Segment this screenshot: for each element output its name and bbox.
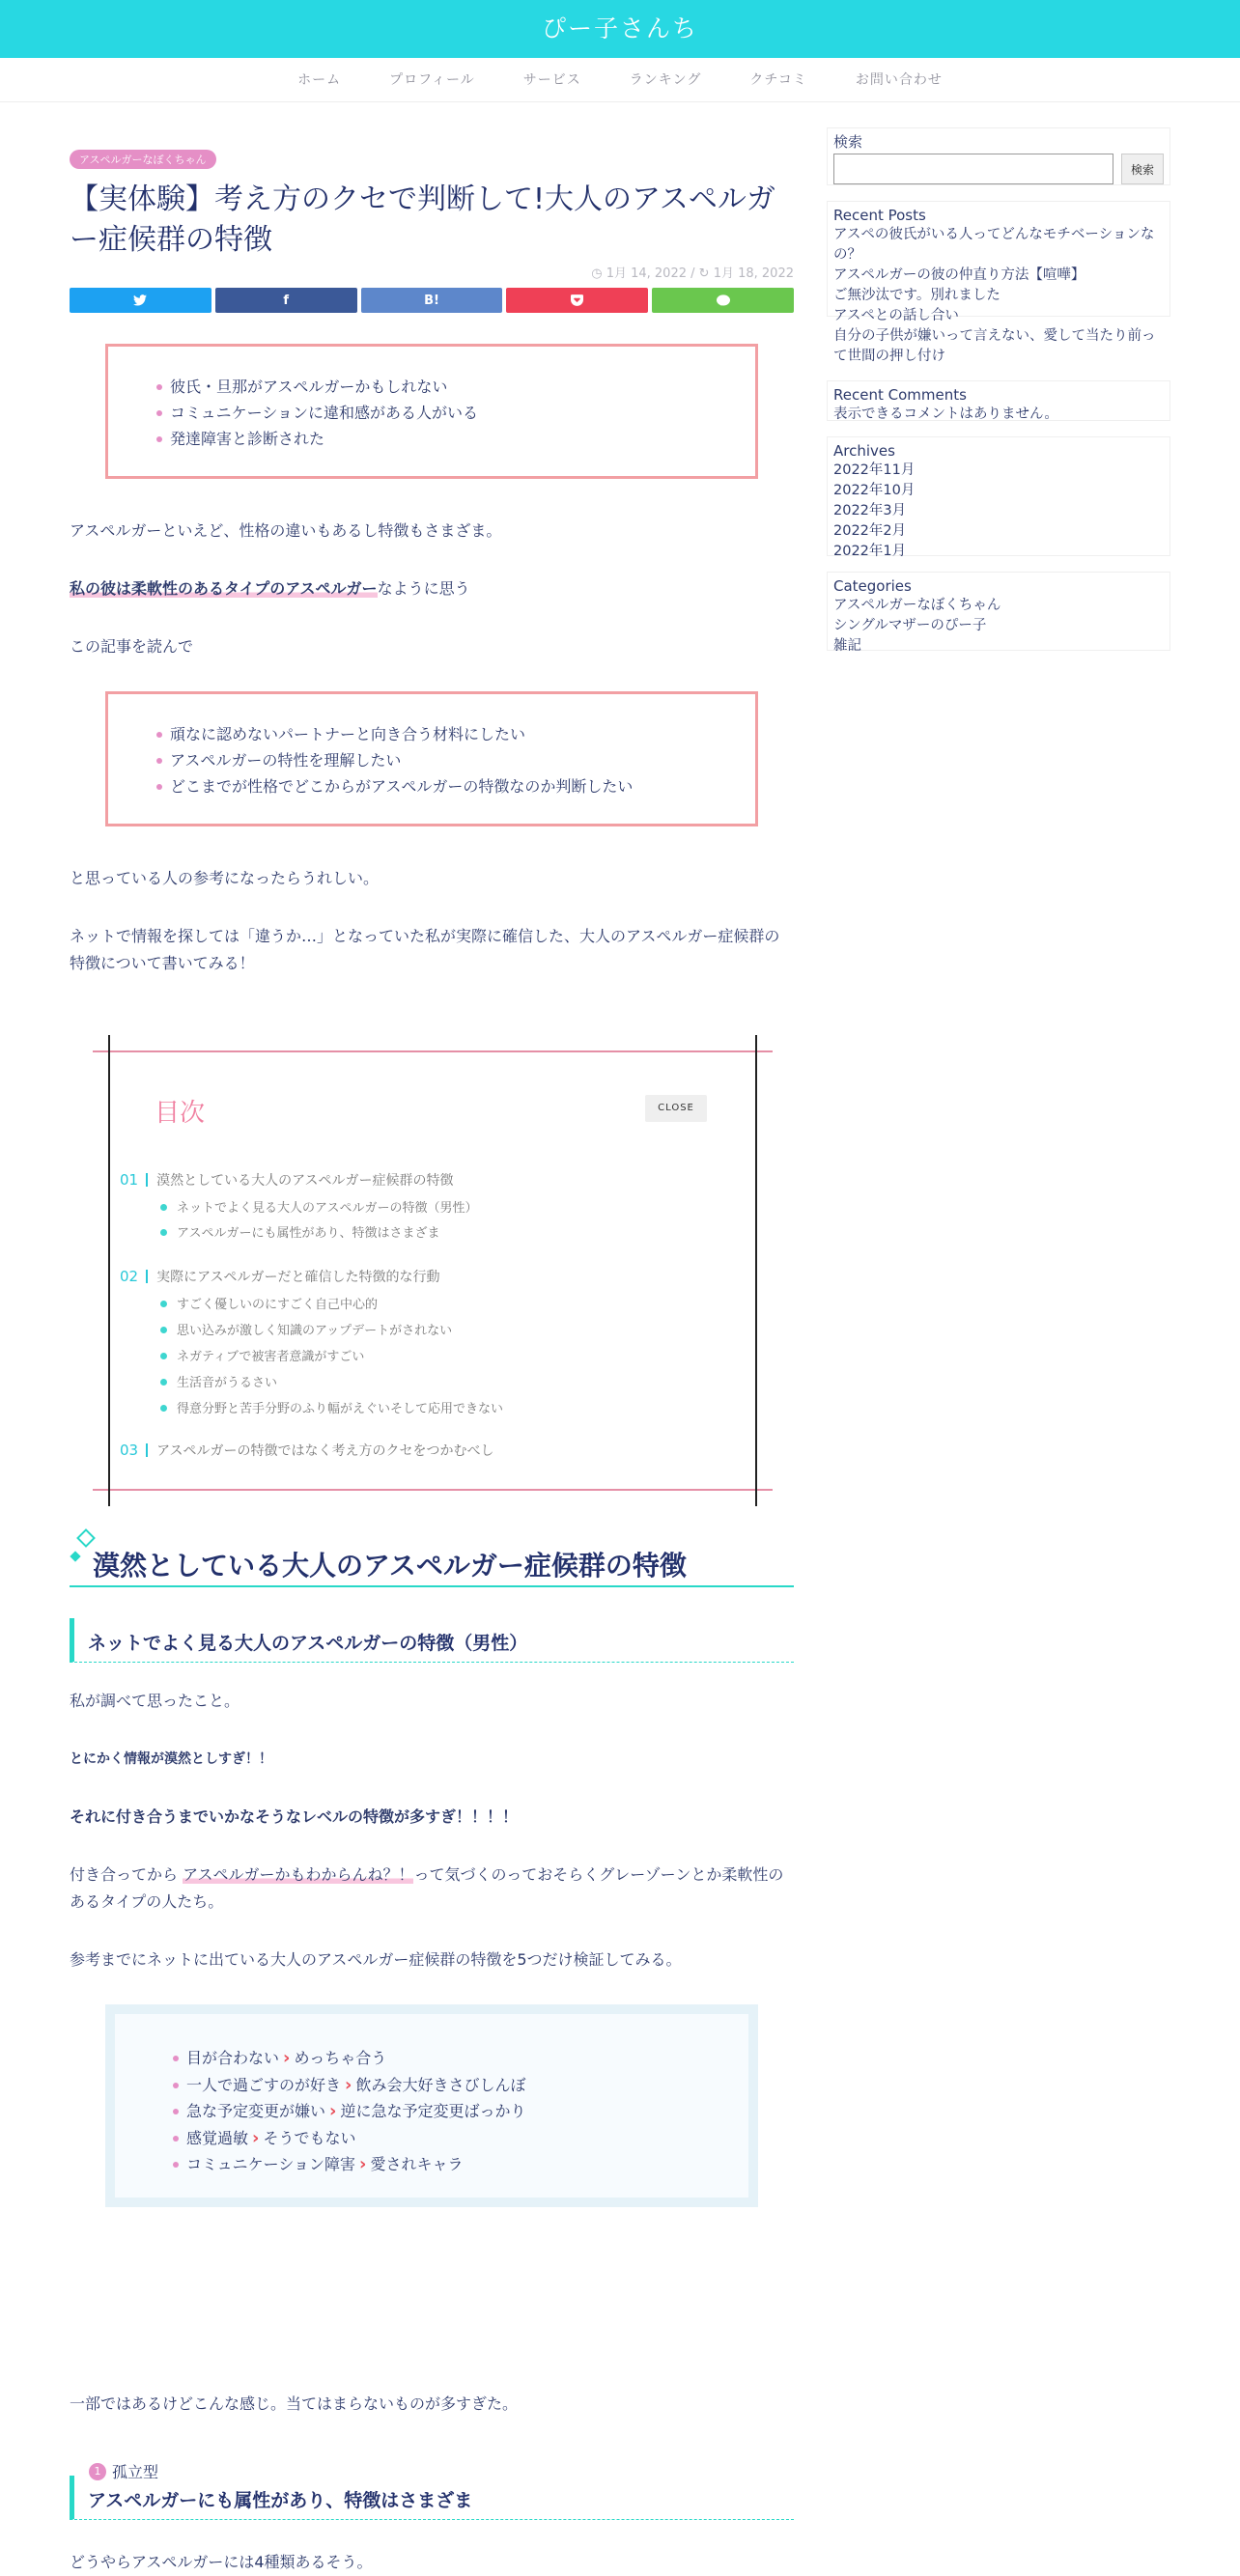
divider [108, 1035, 110, 1506]
toc-link[interactable]: 漠然としている大人のアスペルガー症候群の特徴 [156, 1173, 454, 1189]
hatena-icon: B! [424, 293, 439, 308]
toc-number: 02 [120, 1270, 148, 1283]
list-item: 頑なに認めないパートナーと向き合う材料にしたい [156, 721, 755, 747]
toc-subitem[interactable]: ネガティブで被害者意識がすごい [160, 1346, 364, 1364]
widget-title: Recent Comments [833, 386, 967, 404]
widget-title: Archives [833, 442, 895, 460]
paragraph-text: って気づくのっておそらくグレーゾーンとか柔軟性のあるタイプの人たち。 [70, 1865, 784, 1911]
subsection-heading [70, 2476, 794, 2520]
toc-title: 目次 [155, 1099, 206, 1128]
paragraph: どうやらアスペルガーには4種類あるそう。 [70, 2553, 373, 2571]
recent-post-link[interactable]: 自分の子供が嫌いって言えない、愛して当たり前って世間の押し付け [833, 328, 1156, 364]
list-item-claim: 感覚過敏 [186, 2128, 249, 2147]
global-nav [0, 58, 1240, 102]
widget-title: Categories [833, 577, 912, 595]
facebook-icon: f [283, 293, 290, 308]
archive-link[interactable]: 2022年10月 [833, 483, 916, 498]
list-item-reality: そうでもない [263, 2128, 356, 2147]
share-line-button[interactable] [652, 288, 794, 313]
list-item: アスペルガーの特性を理解したい [156, 747, 755, 773]
nav-item-reviews[interactable]: クチコミ [749, 72, 807, 88]
list-item-claim: コミュニケーション障害 [186, 2155, 356, 2173]
list-item-claim: 一人で過ごすのが好き [186, 2075, 342, 2094]
toc-subitem[interactable]: アスペルガーにも属性があり、特徴はさまざま [160, 1222, 439, 1241]
highlight-text: 私の彼は柔軟性のあるタイプのアスペルガー [70, 579, 378, 598]
share-buttons [70, 288, 794, 313]
list-item [173, 2045, 748, 2072]
paragraph-text: 付き合ってから [70, 1865, 183, 1884]
paragraph: と思っている人の参考になったらうれしい。 [70, 869, 380, 887]
section-heading-text: 漠然としている大人のアスペルガー症候群の特徴 [93, 1550, 687, 1582]
table-of-contents [108, 1035, 757, 1506]
clock-icon: ◷ [591, 266, 603, 281]
toc-number: 01 [120, 1173, 148, 1187]
list-item-reality: 逆に急な予定変更ばっかり [340, 2102, 526, 2120]
toc-item[interactable] [120, 1441, 494, 1460]
page-title: 【実体験】考え方のクセで判断して!大人のアスペルガー症候群の特徴 [70, 182, 775, 257]
list-item: コミュニケーションに違和感がある人がいる [156, 400, 755, 426]
category-link[interactable]: 雑記 [833, 638, 861, 654]
toc-link[interactable]: 実際にアスペルガーだと確信した特徴的な行動 [156, 1270, 440, 1285]
entry-date [591, 263, 794, 281]
toc-subitem[interactable]: ネットでよく見る大人のアスペルガーの特徴（男性） [160, 1197, 477, 1216]
category-link[interactable]: アスペルガーなぼくちゃん [833, 598, 1001, 613]
categories-widget [827, 572, 1170, 654]
archive-link[interactable]: 2022年3月 [833, 503, 907, 518]
nav-item-contact[interactable]: お問い合わせ [855, 72, 943, 88]
archives-widget [827, 436, 1170, 559]
recent-post-link[interactable]: アスペルガーの彼の仲直り方法【喧嘩】 [833, 267, 1085, 283]
chevron-right-icon: › [252, 2127, 260, 2148]
recent-post-link[interactable]: ご無沙汰です。別れました [833, 288, 1000, 303]
refresh-icon: ↻ [698, 266, 710, 281]
diamond-icon [70, 1551, 80, 1561]
recent-post-link[interactable]: アスペとの話し合い [833, 308, 959, 323]
paragraph: ネットで情報を探しては「違うか…」となっていた私が実際に確信した、大人のアスペルガー症候群の特徴について書いてみる！ [70, 927, 780, 972]
comparison-box-inner [115, 2014, 748, 2198]
subsection-heading [70, 1618, 794, 1663]
paragraph: アスペルガーといえど、性格の違いもあるし特徴もさまざま。 [70, 521, 502, 540]
list-item-reality: 愛されキャラ [370, 2155, 464, 2173]
toc-subitem[interactable]: 思い込みが激しく知識のアップデートがされない [160, 1320, 452, 1338]
divider [93, 1050, 773, 1052]
paragraph [70, 1862, 794, 1916]
twitter-icon [133, 294, 147, 306]
paragraph: 私が調べて思ったこと。 [70, 1692, 240, 1710]
chevron-right-icon: › [329, 2101, 337, 2121]
nav-item-home[interactable]: ホーム [297, 72, 342, 88]
widget-title: Recent Posts [833, 207, 926, 224]
divider [93, 1489, 773, 1491]
chevron-right-icon: › [283, 2048, 291, 2068]
toc-link[interactable]: アスペルガーの特徴ではなく考え方のクセをつかむべし [156, 1443, 494, 1459]
toc-subitem[interactable]: すごく優しいのにすごく自己中心的 [160, 1294, 378, 1312]
archive-link[interactable]: 2022年11月 [833, 462, 916, 478]
recent-posts-widget [827, 201, 1170, 364]
list-item: どこまでが性格でどこからがアスペルガーの特徴なのか判断したい [156, 773, 755, 799]
pocket-icon [571, 294, 583, 306]
site-header [0, 0, 1240, 58]
recent-comments-widget [827, 380, 1170, 421]
numbered-item [89, 2460, 158, 2482]
published-date: 1月 14, 2022 [606, 266, 687, 281]
share-hatena-button[interactable] [361, 288, 503, 313]
toc-number: 03 [120, 1443, 148, 1457]
share-pocket-button[interactable] [506, 288, 648, 313]
paragraph: とにかく情報が漠然としすぎ！！ [70, 1751, 272, 1767]
number-badge: 1 [89, 2463, 106, 2480]
list-item [173, 2125, 748, 2152]
toc-item[interactable] [120, 1267, 440, 1286]
list-item [173, 2098, 748, 2125]
chevron-right-icon: › [345, 2074, 352, 2095]
search-widget [827, 127, 1170, 185]
list-item [173, 2072, 748, 2099]
line-icon [717, 294, 730, 307]
list-item-reality: 飲み会大好きさびしんぼ [355, 2075, 526, 2094]
no-comments-text: 表示できるコメントはありません。 [833, 406, 1058, 422]
subsection-heading-text: アスペルガーにも属性があり、特徴はさまざま [88, 2490, 473, 2511]
paragraph [70, 575, 794, 602]
list-item-reality: めっちゃ合う [294, 2049, 387, 2067]
subsection-heading-text: ネットでよく見る大人のアスペルガーの特徴（男性） [88, 1633, 528, 1654]
list-item [173, 2151, 748, 2178]
share-facebook-button[interactable] [215, 288, 357, 313]
search-form [833, 154, 1164, 184]
highlight-text: アスペルガーかもわからんね？！ [183, 1865, 414, 1884]
toc-subitem[interactable]: 得意分野と苦手分野のふり幅がえぐいそして応用できない [160, 1398, 503, 1416]
comparison-box [105, 2004, 758, 2207]
numbered-item-label: 孤立型 [112, 2463, 159, 2481]
paragraph: 参考までにネットに出ている大人のアスペルガー症候群の特徴を5つだけ検証してみる。 [70, 1950, 682, 1969]
nav-item-service[interactable]: サービス [522, 72, 581, 88]
nav-item-ranking[interactable]: ランキング [629, 72, 702, 88]
paragraph: 一部ではあるけどこんな感じ。当てはまらないものが多すぎた。 [70, 2394, 519, 2413]
paragraph: この記事を読んで [70, 637, 194, 656]
category-link[interactable]: シングルマザーのぴー子 [833, 618, 987, 633]
paragraph-text: なように思う [377, 579, 470, 598]
recent-post-link[interactable]: アスペの彼氏がいる人ってどんなモチベーションなの？ [833, 227, 1155, 263]
search-input[interactable] [833, 154, 1113, 184]
list-item: 彼氏・旦那がアスペルガーかもしれない [156, 374, 755, 400]
archive-link[interactable]: 2022年1月 [833, 544, 907, 559]
divider [755, 1035, 757, 1506]
share-twitter-button[interactable] [70, 288, 211, 313]
checklist-box-2 [105, 691, 758, 826]
list-item: 発達障害と診断された [156, 426, 755, 452]
list-item-claim: 急な予定変更が嫌い [186, 2102, 326, 2120]
search-button[interactable]: 検索 [1121, 154, 1164, 184]
nav-item-profile[interactable]: プロフィール [389, 72, 475, 88]
chevron-right-icon: › [359, 2154, 367, 2174]
list-item-claim: 目が合わない [186, 2049, 280, 2067]
site-title[interactable]: ぴー子さんち [541, 14, 698, 42]
toc-item[interactable] [120, 1170, 454, 1190]
date-separator: / [690, 266, 695, 281]
updated-date: 1月 18, 2022 [713, 266, 794, 281]
toc-close-button[interactable]: CLOSE [645, 1095, 707, 1122]
category-badge[interactable]: アスペルガーなぼくちゃん [70, 150, 216, 169]
toc-subitem[interactable]: 生活音がうるさい [160, 1372, 277, 1390]
archive-link[interactable]: 2022年2月 [833, 523, 907, 539]
paragraph: それに付き合うまでいかなそうなレベルの特徴が多すぎ！！！！ [70, 1807, 519, 1826]
section-heading [70, 1527, 794, 1587]
widget-title: 検索 [833, 133, 863, 151]
checklist-box-1 [105, 344, 758, 479]
